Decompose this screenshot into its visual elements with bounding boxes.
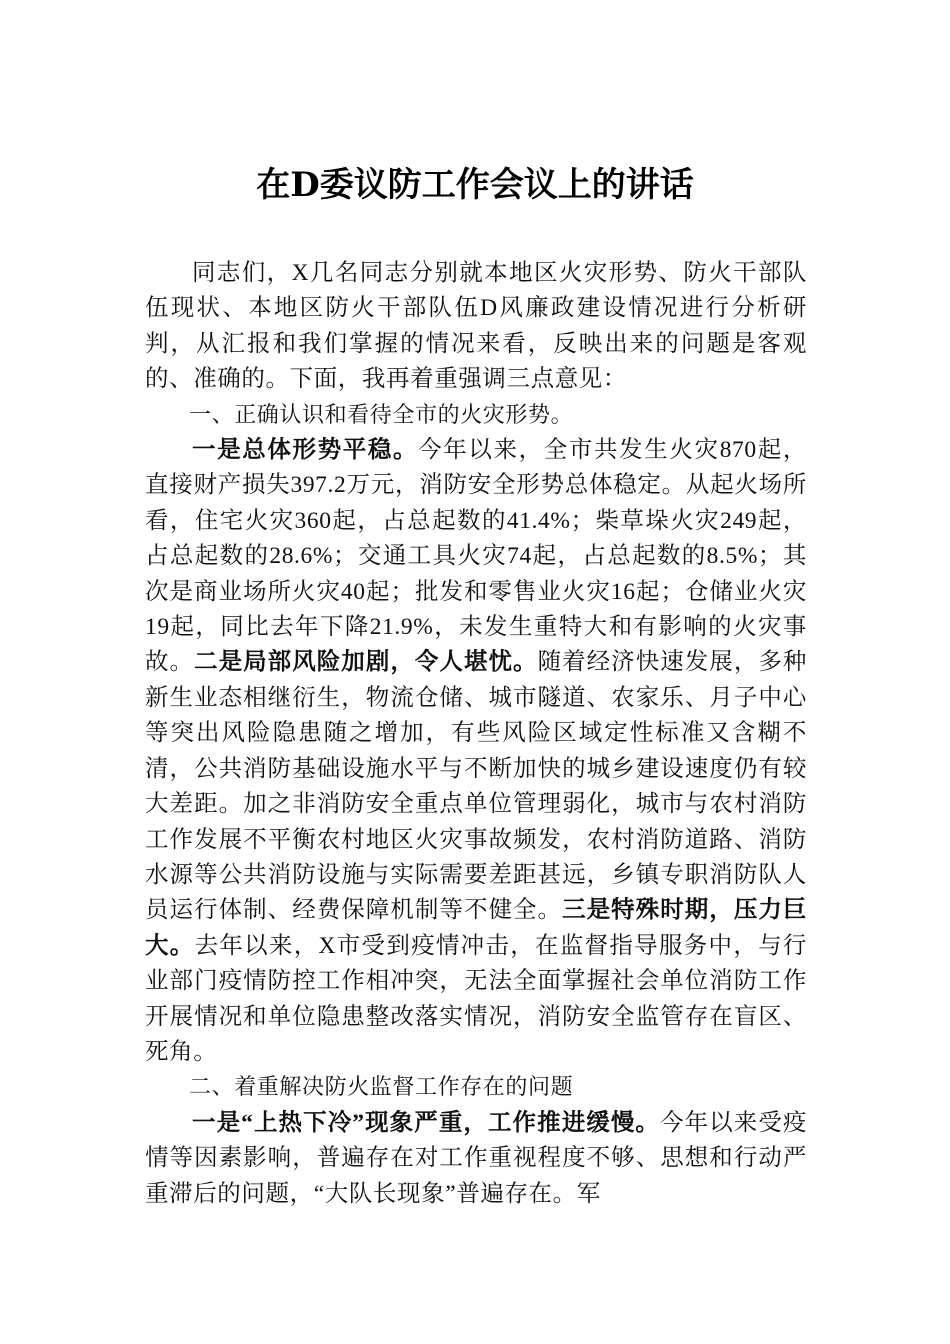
section2-paragraph (145, 1106, 807, 1212)
point-lead-2: 二是局部风险加剧，令人堪忧。 (194, 649, 538, 676)
section1-paragraph (145, 433, 807, 1070)
document-title: 在D委议防工作会议上的讲话 (256, 165, 694, 205)
section-heading-1: 一、正确认识和看待全市的火灾形势。 (189, 402, 574, 428)
intro-paragraph: 同志们，X几名同志分别就本地区火灾形势、防火干部队伍现状、本地区防火干部队伍D风廉政建设情况进行分析研判，从汇报和我们掌握的情况来看，反映出来的问题是客观的、准确的。下面，我再着重强调三点意见： (145, 260, 807, 393)
section2-point-text-1: 今年以来受疫情等因素影响，普遍存在对工作重视程度不够、思想和行动严重滞后的问题，“大队长现象”普遍存在。军 (145, 1109, 807, 1207)
point-text-2: 随着经济快速发展，多种新生业态相继衍生，物流仓储、城市隧道、农家乐、月子中心等突出风险隐患随之增加，有些风险区域定性标准又含糊不清，公共消防基础设施水平与不断加快的城乡建设速度仍有较大差距。加之非消防安全重点单位管理弱化，城市与农村消防工作发展不平衡农村地区火灾事故频发，农村消防道路、消防水源等公共消防设施与实际需要差距甚远，乡镇专职消防队人员运行体制、经费保障机制等不健全。 (145, 649, 808, 924)
section-heading-2: 二、着重解决防火监督工作存在的问题 (189, 1075, 574, 1101)
point-lead-1: 一是总体形势平稳。 (192, 437, 419, 464)
document-body (145, 256, 807, 1212)
section2-point-lead-1: 一是“上热下冷”现象严重，工作推进缓慢。 (192, 1109, 661, 1136)
point-text-1: 今年以来，全市共发生火灾870起，直接财产损失397.2万元，消防安全形势总体稳定。从起火场所看，住宅火灾360起，占总起数的41.4%；柴草垛火灾249起，占总起数的28.6%；交通工具火灾74起，占总起数的8.5%；其次是商业场所火灾40起；批发和零售业火灾16起；仓储业火灾19起，同比去年下降21.9%，未发生重特大和有影响的火灾事故。 (145, 437, 807, 676)
point-lead-3: 三是特殊时期，压力巨大。 (145, 897, 808, 959)
point-text-3: 去年以来，X市受到疫情冲击，在监督指导服务中，与行业部门疫情防控工作相冲突，无法全面掌握社会单位消防工作开展情况和单位隐患整改落实情况，消防安全监管存在盲区、死角。 (145, 932, 807, 1065)
